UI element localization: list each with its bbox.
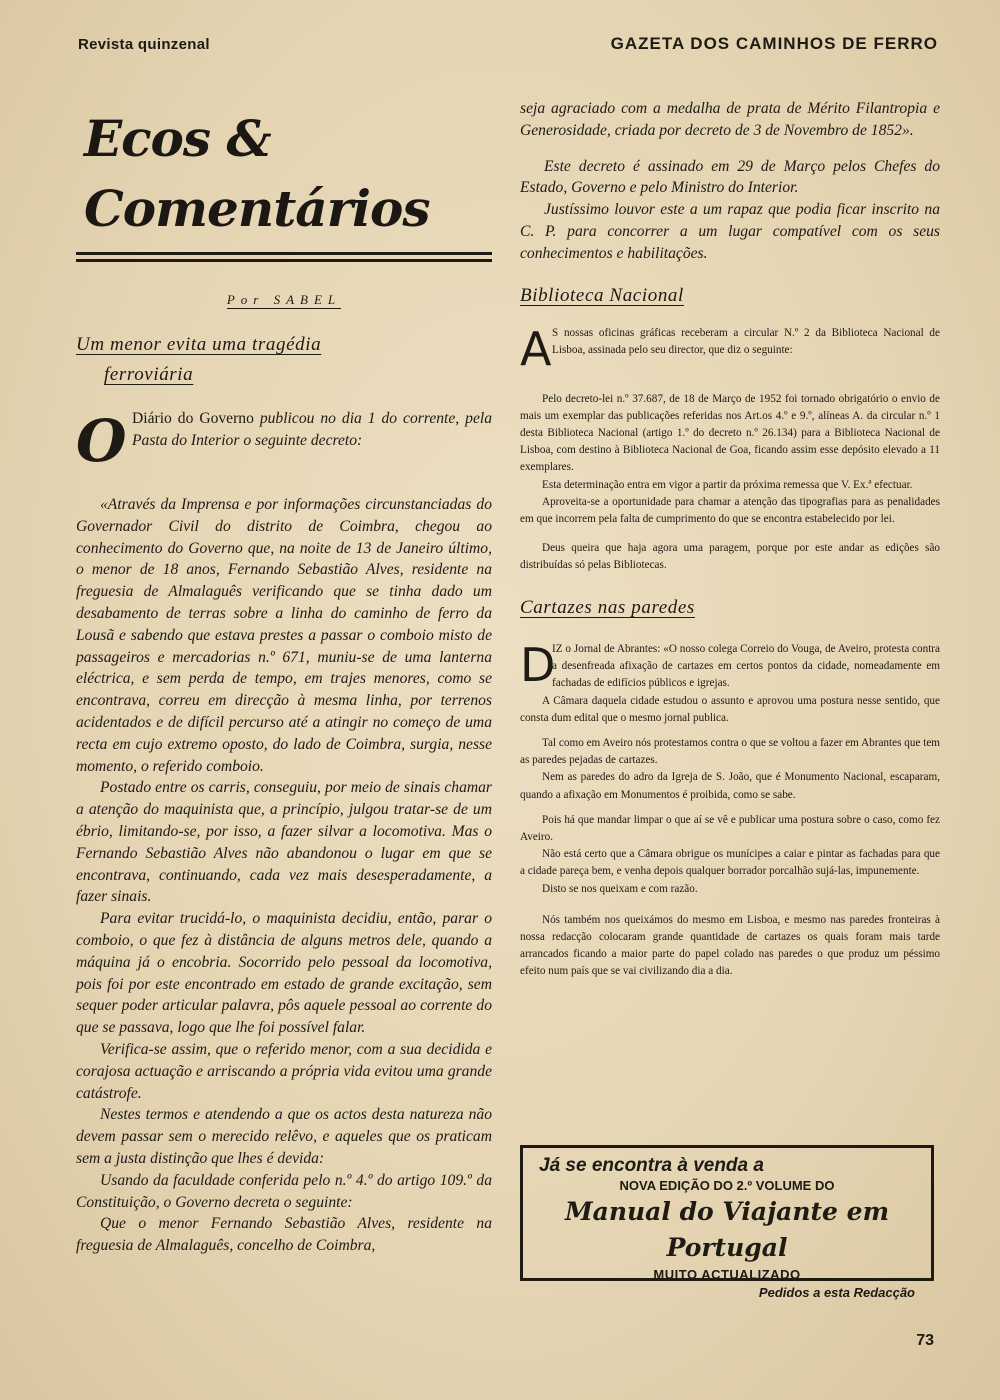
paragraph: A Câmara daquela cidade estudou o assunto e aprovou uma postura nesse sentido, que consta dum edital que o mesmo jornal publica. <box>520 694 940 724</box>
paragraph: Pois há que mandar limpar o que aí se vê e publicar uma postura sobre o caso, como fez Aveiro. <box>520 813 940 844</box>
article1-heading-line1: Um menor evita uma tragédia <box>76 334 322 355</box>
byline <box>76 292 492 308</box>
left-column <box>76 98 492 1257</box>
advert-line1: Já se encontra à venda a <box>539 1155 764 1176</box>
rule-line <box>76 259 492 262</box>
article1-heading-line2: ferroviária <box>104 364 194 385</box>
dropcap-letter: D <box>520 637 556 692</box>
byline-text: Por SABEL <box>226 292 342 307</box>
paragraph: Verifica-se assim, que o referido menor, com a sua decidida e corajosa actuação e arriscando a própria vida evitou uma grande catástrofe. <box>76 1040 492 1102</box>
paragraph: Nestes termos e atendendo a que os actos desta natureza não devem passar sem o merecido relêvo, e aqueles que os praticam sem a justa distinção que lhes é devida: <box>76 1106 492 1167</box>
paragraph: Pelo decreto-lei n.º 37.687, de 18 de Março de 1952 foi tornado obrigatório o envio de mais um exemplar das publicações referidas nos Art.os 4.º e 9.º, alíneas A. da circular n.º 1 desta Biblioteca Nacional (artigo 1.º do decreto n.º 26.134) para a Biblioteca Nacional de Lisboa, com destino à Biblioteca Nacional de Goa, ficando assim esse depósito elevado a 11 exemplares. <box>520 392 940 474</box>
dropcap-letter: A <box>520 321 552 376</box>
paragraph: Deus queira que haja agora uma paragem, porque por este andar as edições são distribuídas só pelas Bibliotecas. <box>520 542 940 572</box>
paragraph: Para evitar trucidá-lo, o maquinista decidiu, então, parar o comboio, o que fez à distância de alguns metros dele, quando a máquina já o encobria. Socorrido pelo pessoal da locomotiva, pois foi por este encontrado em estado de grande excitação, sem sequer poder articular palavra, pôs aquele pessoal ao corrente do que se passava, logo que lhe foi possível falar. <box>76 910 492 1037</box>
article3-intro-text: IZ o Jornal de Abrantes: «O nosso colega Correio do Vouga, de Aveiro, protesta contra a desenfreada afixação de cartazes em certos pontos da cidade, nomeadamente em fachadas de edifícios públicos e igrejas. <box>552 642 940 690</box>
article2-heading: Biblioteca Nacional <box>520 284 684 306</box>
running-header-left: Revista quinzenal <box>78 36 210 53</box>
paragraph: Nem as paredes do adro da Igreja de S. João, que é Monumento Nacional, escaparam, quando a afixação em Monumentos é proibida, como se sabe. <box>520 771 940 801</box>
rule-line <box>76 252 492 255</box>
paragraph: Aproveita-se a oportunidade para chamar a atenção das tipografias para as penalidades em que incorrem pela falta de cumprimento do que se encontra estabelecido por lei. <box>520 495 940 525</box>
advert-line2: NOVA EDIÇÃO DO 2.º VOLUME DO <box>619 1178 835 1193</box>
article2-intro <box>520 321 940 377</box>
paragraph: Disto se nos queixam e com razão. <box>542 882 698 895</box>
article2-body <box>520 321 940 575</box>
paragraph: Usando da faculdade conferida pelo n.º 4.º do artigo 109.º da Constituição, o Governo decreta o seguinte: <box>76 1171 492 1211</box>
advert-line5: Pedidos a esta Redacção <box>758 1285 915 1300</box>
paragraph: Nós também nos queixámos do mesmo em Lisboa, e mesmo nas paredes fronteiras à nossa redacção colocaram grande quantidade de cartazes os quais foram mais tarde arrancados ficando a maior parte do papel colado nas paredes o que produz um péssimo efeito num país que se vai civilizando dia a dia. <box>520 913 940 978</box>
article1-intro <box>76 408 492 478</box>
paragraph: Justíssimo louvor este a um rapaz que podia ficar inscrito na C. P. para concorrer a um lugar compatível com os seus conhecimentos e habilitações. <box>520 201 940 262</box>
paragraph: Tal como em Aveiro nós protestamos contra o que se voltou a fazer em Abrantes que tem as paredes pejadas de cartazes. <box>520 737 940 767</box>
paragraph: seja agraciado com a medalha de prata de Mérito Filantropia e Generosidade, criada por decreto de 3 de Novembro de 1852». <box>520 100 940 139</box>
paragraph: «Através da Imprensa e por informações circunstanciadas do Governador Civil do distrito de Coimbra, chegou ao conhecimento do Governo que, na noite de 13 de Janeiro último, o menor de 18 anos, Fernando Sebastião Alves, residente na freguesia de Almalaguês verificando que se tinha dado um desabamento de terras sobre a linha do caminho de ferro da Lousã e sabendo que estava prestes a passar o comboio misto de passageiros e mercadorias n.º 671, muniu-se de uma lanterna eléctrica, e sem perda de tempo, em trajes menores, como se encontrava, correu em direcção à mesma linha, por terrenos acidentados e de difícil percurso até a atingir no começo de uma recta em cujo extremo oposto, do lado de Coimbra, surgia, nesse momento, o referido comboio. <box>76 496 492 775</box>
title-rules <box>76 252 492 262</box>
page-number: 73 <box>916 1332 934 1349</box>
paragraph: Não está certo que a Câmara obrigue os munícipes a caiar e pintar as fachadas para que a cidade pareça bem, e venha depois qualquer borrador porcalhão sujá-las, impunemente. <box>520 848 940 878</box>
article3-intro <box>520 637 940 693</box>
paragraph: Que o menor Fernando Sebastião Alves, residente na freguesia de Almalaguês, concelho de Coimbra, <box>76 1215 492 1255</box>
paragraph: Esta determinação entra em vigor a partir da próxima remessa que V. Ex.ª efectuar. <box>542 478 913 491</box>
article1-continued <box>520 98 940 265</box>
article1-intro-text <box>132 408 492 452</box>
paragraph: Este decreto é assinado em 29 de Março pelos Chefes do Estado, Governo e pelo Ministro do Interior. <box>520 157 940 197</box>
article3-heading: Cartazes nas paredes <box>520 596 695 618</box>
advert-book-title: Manual do Viajante em Portugal <box>564 1197 890 1262</box>
article1-body <box>76 494 492 1257</box>
advertisement-box <box>520 1145 934 1300</box>
dropcap-letter: O <box>76 407 127 475</box>
article1-heading <box>76 330 492 390</box>
advert-line4: MUITO ACTUALIZADO <box>653 1267 801 1282</box>
running-header-right: GAZETA DOS CAMINHOS DE FERRO <box>610 34 938 53</box>
article2-intro-text: S nossas oficinas gráficas receberam a circular N.º 2 da Biblioteca Nacional de Lisboa, assinada pelo seu director, que diz o seguinte: <box>552 326 940 356</box>
intro-rest: publicou no dia 1 do corrente, pela Pasta do Interior o seguinte decreto: <box>132 410 492 449</box>
newspaper-name: Diário do Governo <box>132 410 254 427</box>
paragraph: Postado entre os carris, conseguiu, por meio de sinais chamar a atenção do maquinista que, a princípio, julgou tratar-se de um ébrio, limitando-se, por isso, a fazer silvar a locomotiva. Mas o Fernando Sebastião Alves não abandonou o lugar em que se encontrava, continuando, cada vez mais desesperadamente, a fazer sinais. <box>76 779 492 906</box>
article3-body <box>520 637 940 981</box>
right-column <box>520 98 940 981</box>
section-title: Ecos & Comentários <box>84 109 430 238</box>
